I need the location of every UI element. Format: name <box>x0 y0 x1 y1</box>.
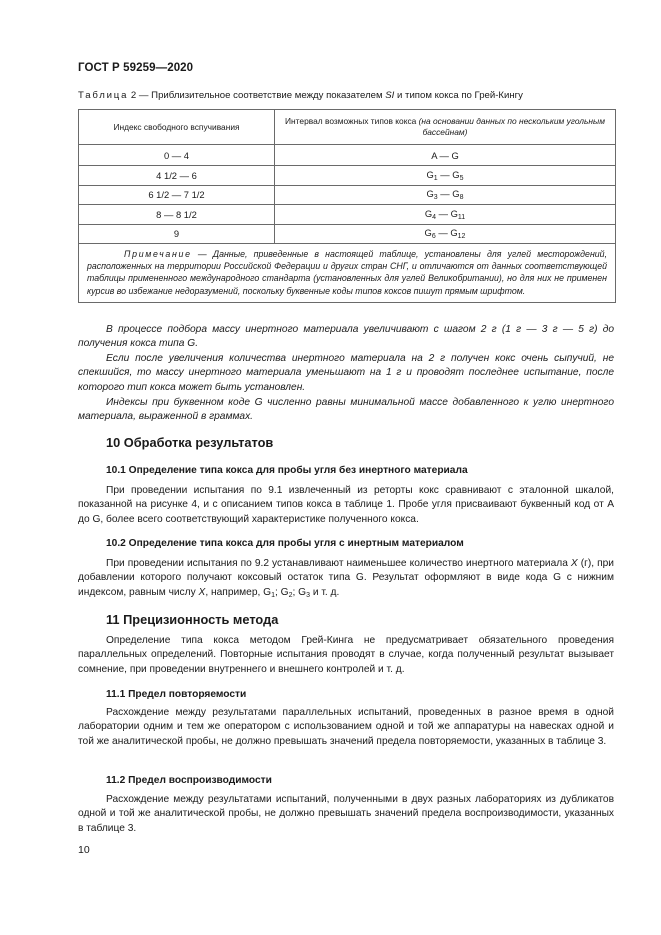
table-caption-dash: — <box>138 90 149 101</box>
note-text: — Данные, приведенные в настоящей таблице, установлены для углей месторождений, расположенных на территории Российской Федерации и других стран СНГ, и отличаются от данных соответствующей таблицы примененного международного стандарта (установленных для углей Великобритании), но для них не применен курсив во избежание недоразумений, поскольку буквенные коды типов коксов пишут прямым шрифтом. <box>87 249 608 296</box>
body-text: , например, G <box>205 586 272 598</box>
cell-type: A — G <box>275 145 616 166</box>
table-caption <box>78 90 618 101</box>
subsection-title: 10.1 Определение типа кокса для пробы угля без инертного материала <box>106 465 468 476</box>
cell-type-sub: 5 <box>459 174 464 182</box>
table-caption-label: Таблица <box>78 90 129 101</box>
page-number: 10 <box>78 844 90 856</box>
italic-paragraph: В процессе подбора массу инертного материала увеличивают с шагом 2 г (1 г — 3 г — 5 г) до получения кокса типа G. <box>78 324 614 350</box>
table-row <box>79 166 616 186</box>
table-caption-text: Приблизительное соответствие между показателем <box>151 90 383 101</box>
coke-type-table <box>78 109 616 303</box>
body-paragraph <box>78 557 614 603</box>
symbol-x: X <box>198 586 206 598</box>
table-row <box>79 185 616 205</box>
subsection-title: 11.1 Предел повторяемости <box>106 689 247 700</box>
cell-type-sub: 11 <box>457 213 466 221</box>
table-note <box>79 244 616 303</box>
symbol-x: X <box>570 558 578 569</box>
section-title: 11 Прецизионность метода <box>106 612 279 627</box>
subsection-title: 11.2 Предел воспроизводимости <box>106 775 272 786</box>
body-text: ; G <box>292 586 307 598</box>
cell-type-sub: 1 <box>433 174 438 182</box>
cell-index: 0 — 4 <box>79 145 275 166</box>
table-caption-symbol: SI <box>385 90 395 101</box>
body-text: При проведении испытания по 9.2 устанавливают наименьшее количество инертного материала <box>106 558 568 569</box>
body-paragraph: Расхождение между результатами параллельных испытаний, проведенных в разное время в одной лаборатории одним и тем же оператором с использованием одной и той же аппаратуры на навесках одной и той же аналитической пробы, не должно превышать значений предела повторяемости, указанных в таблице 3. <box>78 707 614 747</box>
cell-type-sub: 8 <box>459 194 464 202</box>
cell-type: $G_4$ — $G_{11}$ <box>275 205 616 225</box>
section-title: 10 Обработка результатов <box>106 435 274 450</box>
subscript: 3 <box>306 591 310 599</box>
body-paragraph: Расхождение между результатами испытаний, полученными в двух разных лабораториях из дубликатов одной и той же аналитической пробы, не должно превышать значений предела воспроизводимости, указанных в таблице 3. <box>78 794 614 834</box>
table-row <box>79 224 616 244</box>
col-header-index: Индекс свободного вспучивания <box>79 110 275 145</box>
col-header-type <box>275 110 616 145</box>
subsection-title: 10.2 Определение типа кокса для пробы угля с инертным материалом <box>106 538 464 549</box>
col-header-type-note: (на основании данных по нескольким угольным бассейнам) <box>418 116 605 137</box>
body-text: ; G <box>275 586 289 598</box>
note-label: Примечание <box>124 249 192 259</box>
italic-paragraph: Если после увеличения количества инертного материала на 2 г получен кокс очень сыпучий, не спекшийся, то массу инертного материала уменьшают на 1 г и проводят последнее испытание, после которого тип кокса может быть установлен. <box>78 353 614 393</box>
cell-type-sub: 6 <box>431 233 436 241</box>
table-note-row <box>79 244 616 303</box>
cell-index: 9 <box>79 224 275 244</box>
subscript: 2 <box>288 591 293 599</box>
cell-index: 4 1/2 — 6 <box>79 166 275 186</box>
cell-index: 6 1/2 — 7 1/2 <box>79 185 275 205</box>
cell-index: 8 — 8 1/2 <box>79 205 275 225</box>
cell-type: $G_1$ — $G_5$ <box>275 166 616 186</box>
table-caption-text-end: и типом кокса по Грей-Кингу <box>397 90 523 101</box>
cell-type-sub: 4 <box>432 213 437 221</box>
table-row <box>79 205 616 225</box>
body-paragraph: При проведении испытания по 9.1 извлеченный из реторты кокс сравнивают с эталонной шкалой, показанной на рисунке 4, и с описанием типов кокса в таблице 1. Пробе угля присваивают буквенный код от А до G, более всего соответствующий характеристике полученного кокса. <box>78 485 614 525</box>
subscript: 1 <box>271 591 275 599</box>
body-paragraph: Определение типа кокса методом Грей-Кинга не предусматривает обязательного проведения параллельных определений. Повторные испытания проводят в случае, когда полученный результат вызывает сомнение, при проведении внутреннего и внешнего контролей и т. д. <box>78 635 614 675</box>
cell-type-sub: 3 <box>433 194 438 202</box>
body-text: и т. д. <box>312 586 340 598</box>
italic-paragraph: Индексы при буквенном коде G численно равны минимальной массе добавленного к углю инертного материала, выраженной в граммах. <box>78 397 614 423</box>
standard-code: ГОСТ Р 59259—2020 <box>78 62 194 74</box>
cell-type: $G_3$ — $G_8$ <box>275 185 616 205</box>
col-header-type-text: Интервал возможных типов кокса <box>285 116 417 126</box>
table-row <box>79 145 616 166</box>
table-header-row <box>79 110 616 145</box>
table-caption-number: 2 <box>130 90 137 101</box>
cell-type: $G_6$ — $G_{12}$ <box>275 224 616 244</box>
body-text: (г), при добавлении которого получают коксовый остаток типа G. Результат оформляют в виде кода G с нижним индексом, равным числу <box>78 558 614 598</box>
cell-type-sub: 12 <box>457 233 466 241</box>
